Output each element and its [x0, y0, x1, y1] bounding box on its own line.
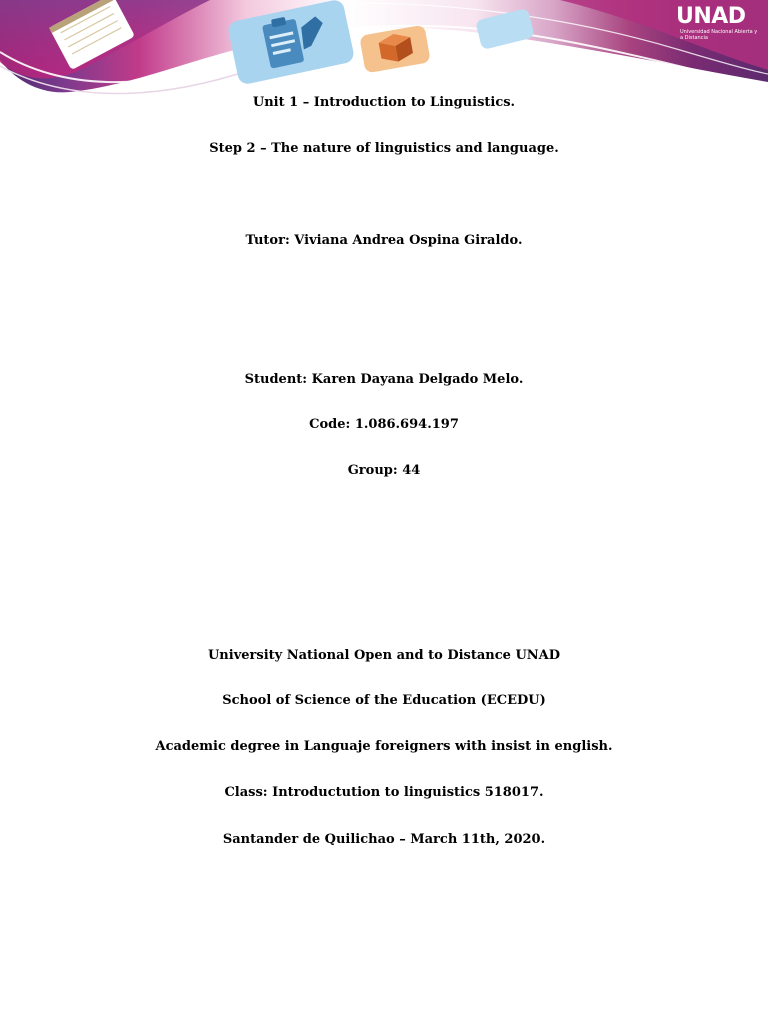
degree-line: Academic degree in Languaje foreigners with insist in english.: [155, 739, 613, 754]
group-line: Group: 44: [347, 463, 421, 478]
logo-subtitle: Universidad Nacional Abierta y a Distancia: [680, 29, 758, 41]
unit-title: Unit 1 – Introduction to Linguistics.: [252, 95, 516, 110]
student-line: Student: Karen Dayana Delgado Melo.: [244, 372, 524, 387]
place-date-line: Santander de Quilichao – March 11th, 2020.: [222, 832, 546, 847]
code-line: Code: 1.086.694.197: [309, 417, 459, 432]
step-title: Step 2 – The nature of linguistics and language.: [209, 141, 559, 156]
header-graphic: [0, 0, 768, 110]
tutor-line: Tutor: Viviana Andrea Ospina Giraldo.: [245, 233, 523, 248]
university-line: University National Open and to Distance UNAD: [207, 648, 561, 663]
logo-text: UNAD: [676, 4, 746, 29]
unad-logo: [676, 4, 760, 46]
header-banner: [0, 0, 768, 110]
class-line: Class: Introductution to linguistics 518017.: [224, 785, 544, 800]
school-line: School of Science of the Education (ECEDU): [222, 693, 546, 708]
book-icon: [359, 25, 431, 74]
